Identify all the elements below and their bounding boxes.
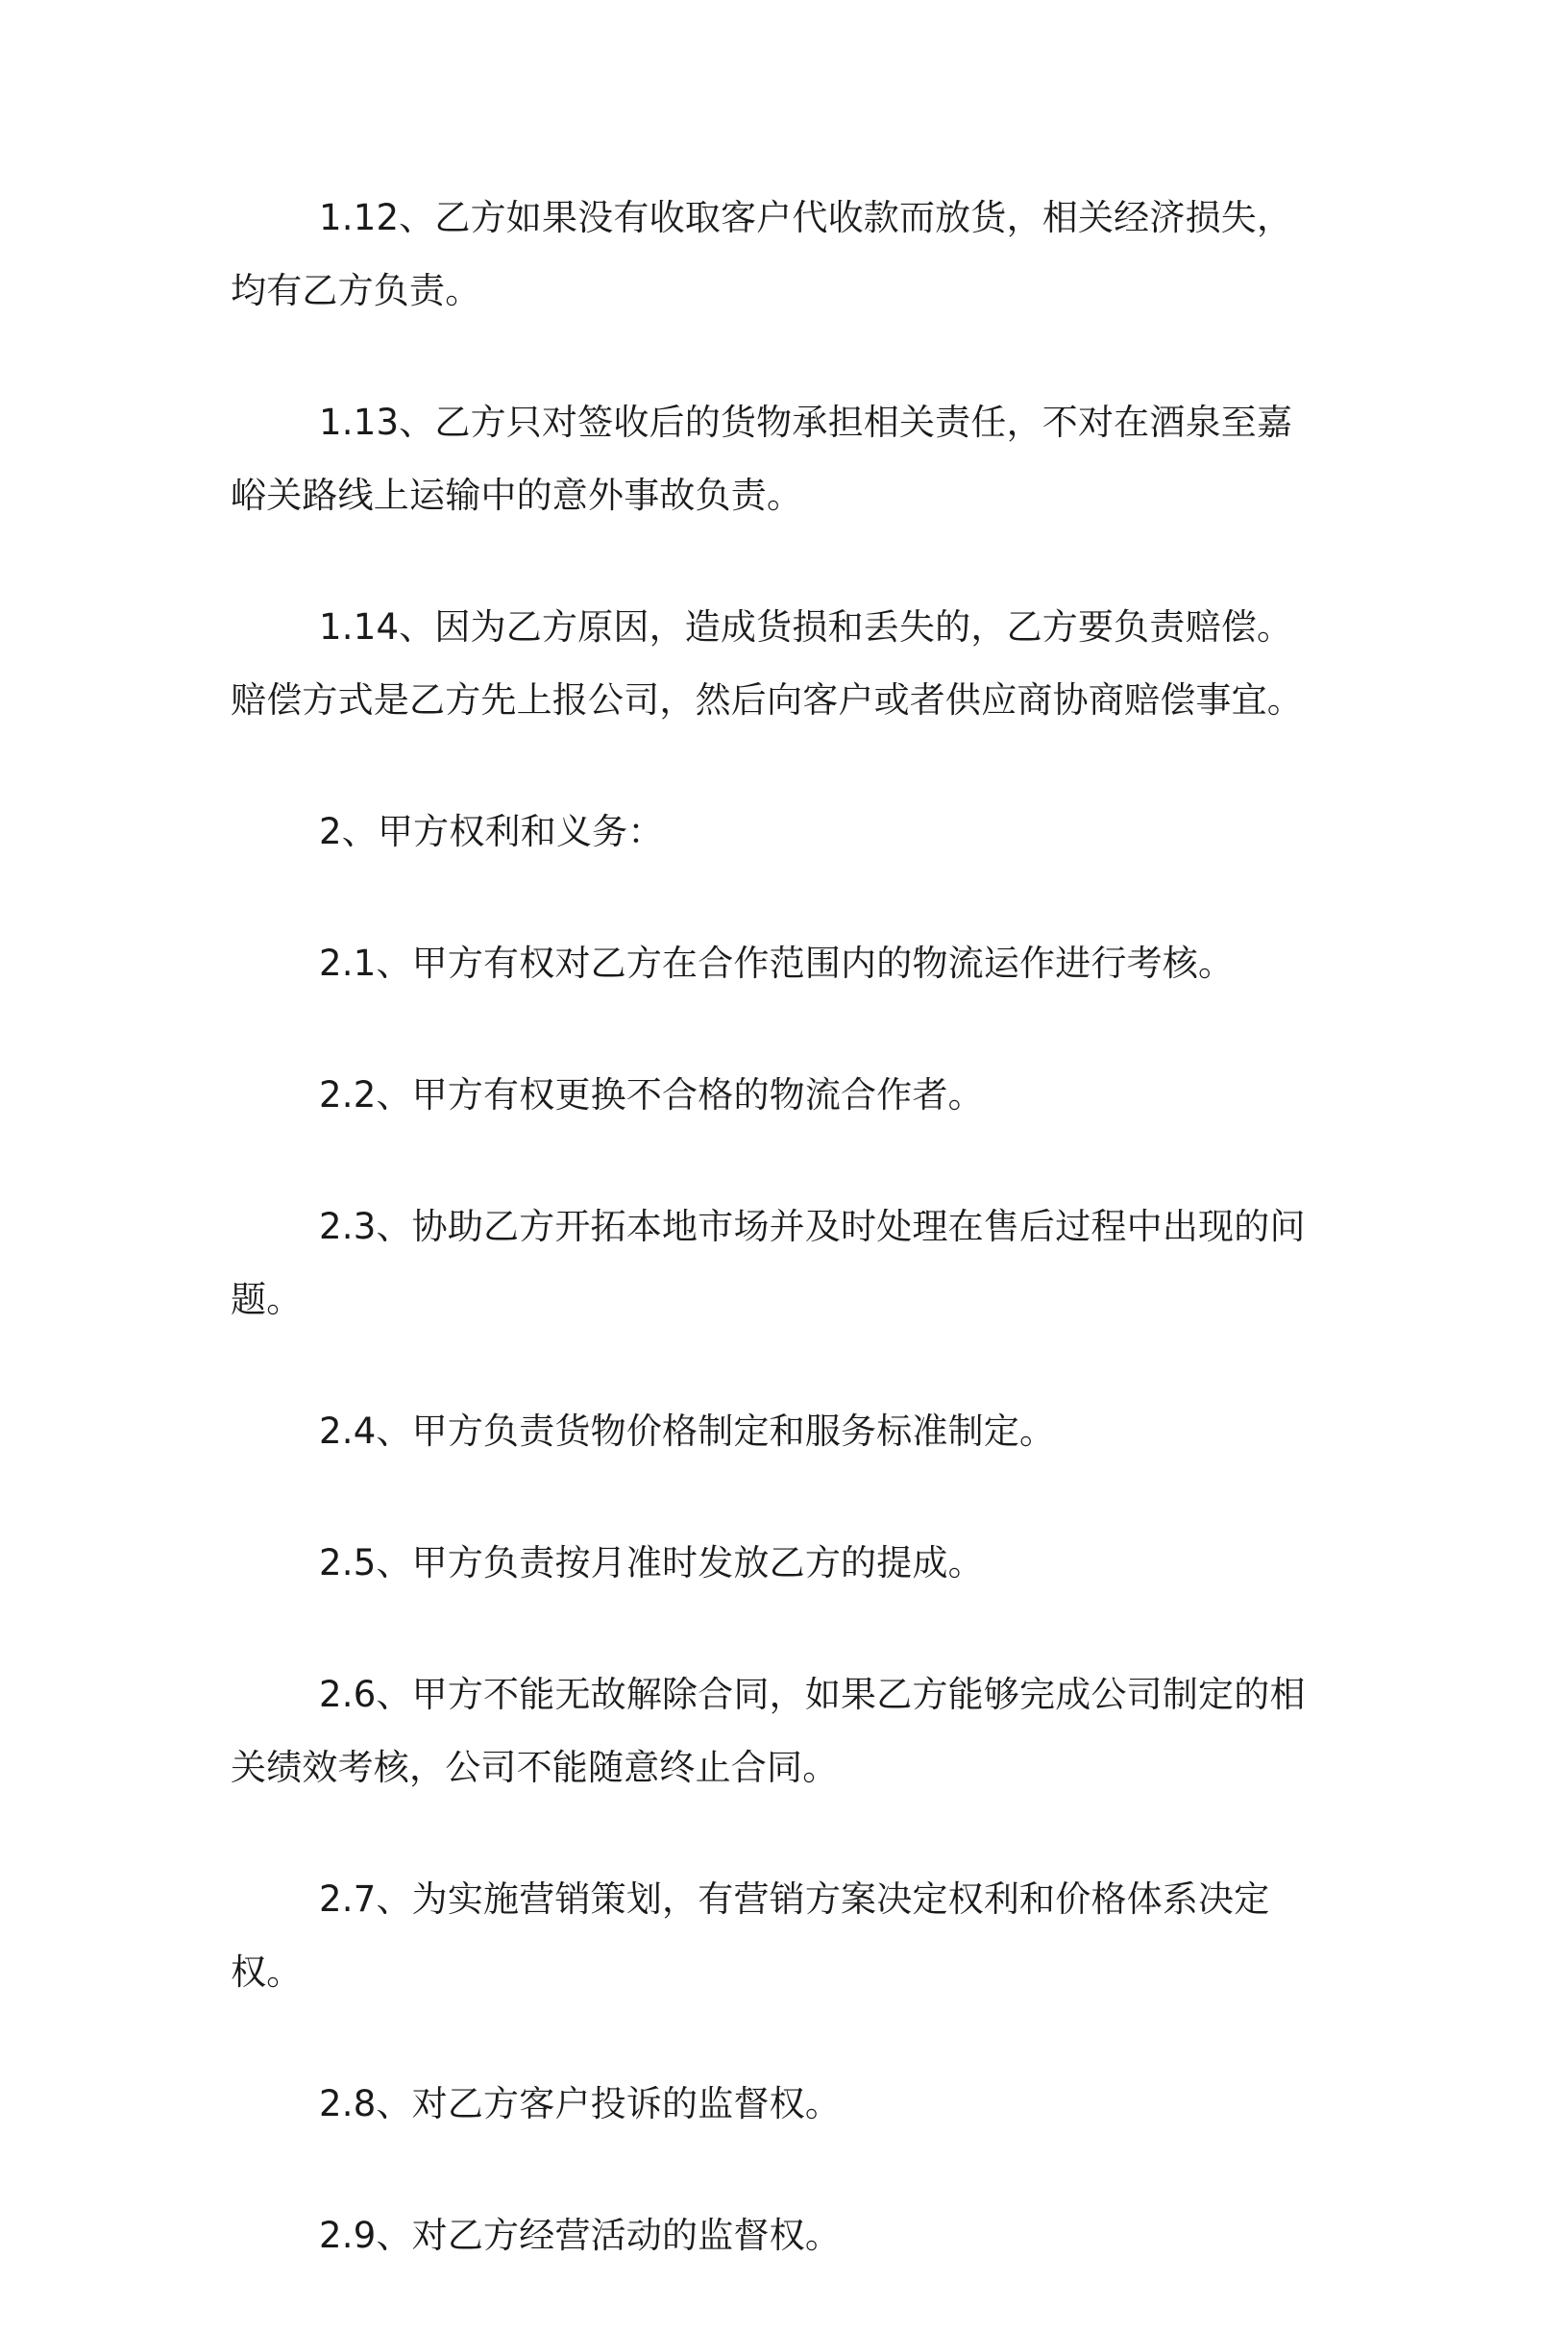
section-2-heading: 2、甲方权利和义务： [319,811,664,852]
clause-1-14: 1.14、因为乙方原因，造成货损和丢失的，乙方要负责赔偿。赔偿方式是乙方先上报公司，然后向客户或者供应商协商赔偿事宜。 [231,606,1303,721]
clause-1-13: 1.13、乙方只对签收后的货物承担相关责任，不对在酒泉至嘉峪关路线上运输中的意外事故负责。 [231,402,1293,516]
clause-2-2: 2.2、甲方有权更换不合格的物流合作者。 [319,1074,984,1116]
clause-2-3: 2.3、协助乙方开拓本地市场并及时处理在售后过程中出现的问题。 [231,1206,1306,1320]
clause-2-6: 2.6、甲方不能无故解除合同，如果乙方能够完成公司制定的相关绩效考核，公司不能随意终止合同。 [231,1674,1306,1788]
clause-2-9: 2.9、对乙方经营活动的监督权。 [319,2215,842,2256]
clause-2-4: 2.4、甲方负责货物价格制定和服务标准制定。 [319,1411,1056,1452]
clause-2-5: 2.5、甲方负责按月准时发放乙方的提成。 [319,1542,984,1583]
clause-1-12: 1.12、乙方如果没有收取客户代收款而放货，相关经济损失，均有乙方负责。 [231,197,1293,311]
clause-2-7: 2.7、为实施营销策划，有营销方案决定权利和价格体系决定权。 [231,1878,1270,1993]
clause-2-1: 2.1、甲方有权对乙方在合作范围内的物流运作进行考核。 [319,943,1235,984]
document-body [231,182,1316,2331]
clause-2-8: 2.8、对乙方客户投诉的监督权。 [319,2083,842,2124]
